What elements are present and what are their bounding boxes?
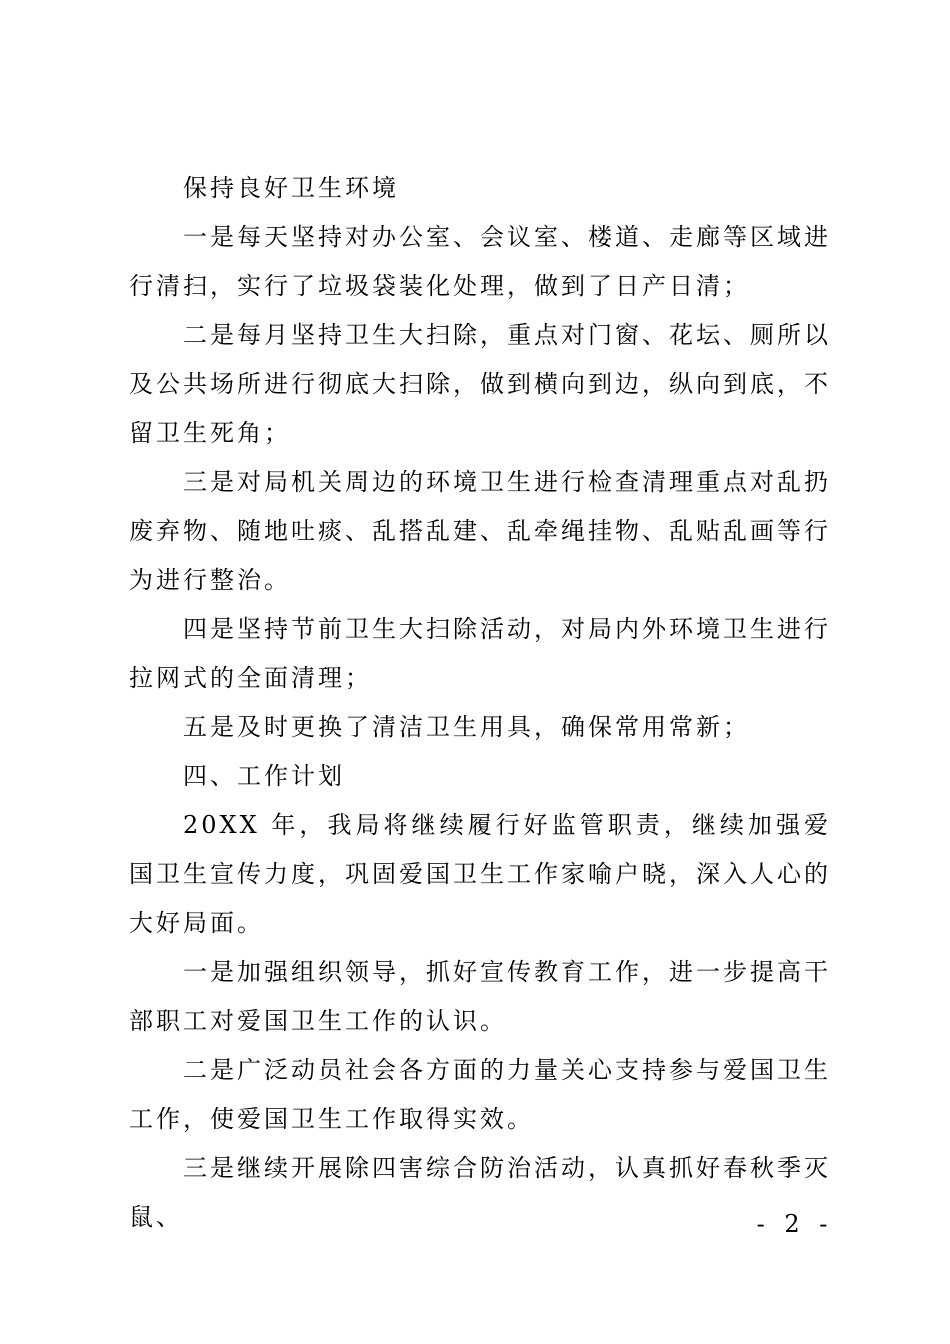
paragraph-plan-1: 一是加强组织领导，抓好宣传教育工作，进一步提高干部职工对爱国卫生工作的认识。: [129, 958, 831, 1035]
paragraph-item-5: 五是及时更换了清洁卫生用具，确保常用常新；: [183, 713, 750, 741]
document-body: [129, 164, 831, 1242]
section-heading-work-plan: 四、工作计划: [183, 762, 345, 790]
page-number: - 2 -: [756, 1210, 834, 1238]
paragraph-plan-intro: 20XX 年，我局将继续履行好监管职责，继续加强爱国卫生宣传力度，巩固爱国卫生工作家喻户晓，深入人心的大好局面。: [129, 811, 831, 937]
paragraph-item-1: 一是每天坚持对办公室、会议室、楼道、走廊等区域进行清扫，实行了垃圾袋装化处理，做到了日产日清；: [129, 223, 831, 300]
section-heading-hygiene: 保持良好卫生环境: [183, 174, 399, 202]
paragraph-plan-3: 三是继续开展除四害综合防治活动，认真抓好春秋季灭鼠、: [129, 1154, 831, 1231]
paragraph-item-2: 二是每月坚持卫生大扫除，重点对门窗、花坛、厕所以及公共场所进行彻底大扫除，做到横向到边，纵向到底，不留卫生死角；: [129, 321, 831, 447]
paragraph-plan-2: 二是广泛动员社会各方面的力量关心支持参与爱国卫生工作，使爱国卫生工作取得实效。: [129, 1056, 831, 1133]
paragraph-item-4: 四是坚持节前卫生大扫除活动，对局内外环境卫生进行拉网式的全面清理；: [129, 615, 831, 692]
paragraph-item-3: 三是对局机关周边的环境卫生进行检查清理重点对乱扔废弃物、随地吐痰、乱搭乱建、乱牵绳挂物、乱贴乱画等行为进行整治。: [129, 468, 831, 594]
